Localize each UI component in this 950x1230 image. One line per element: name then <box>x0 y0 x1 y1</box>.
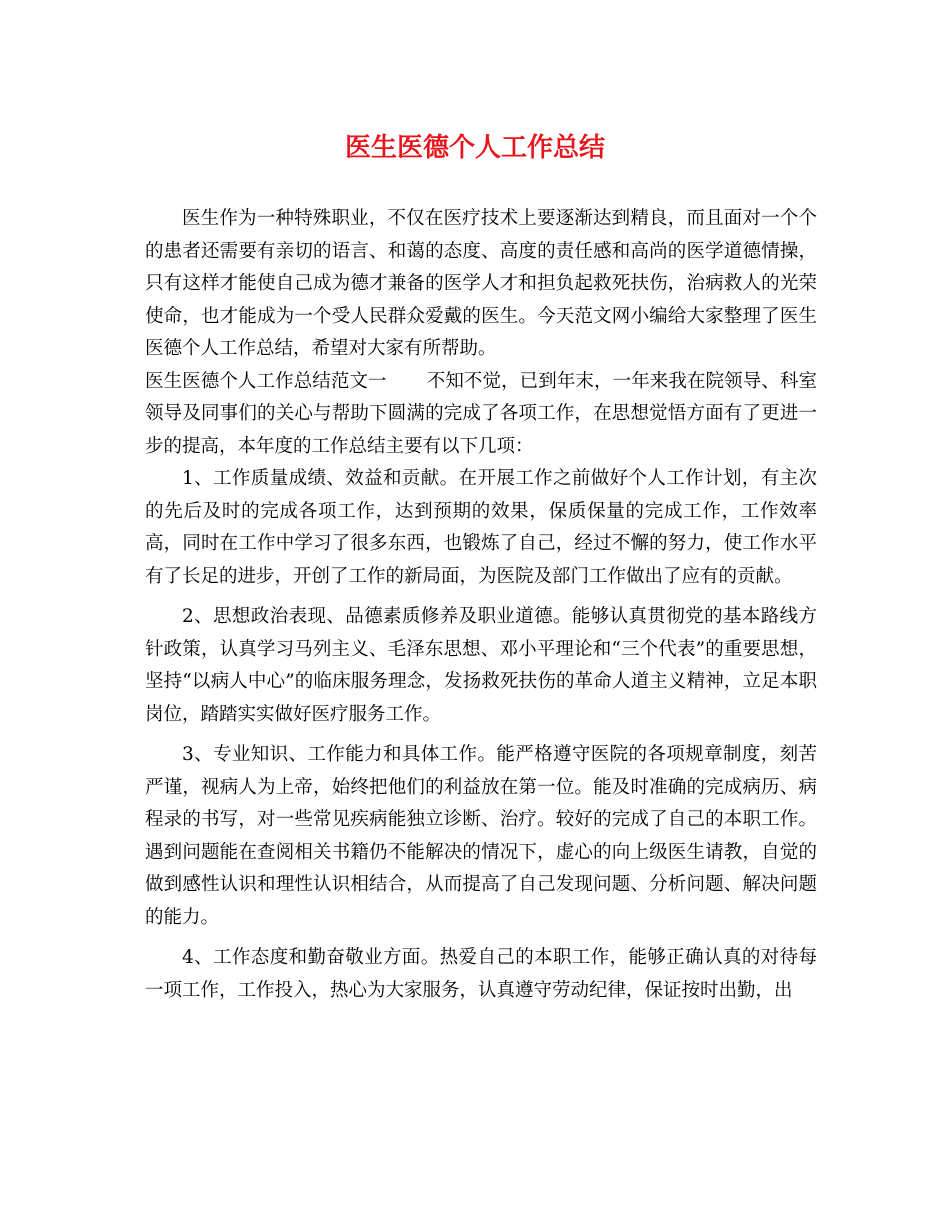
document-body <box>145 203 817 1007</box>
list-item: 2、思想政治表现、品德素质修养及职业道德。能够认真贯彻党的基本路线方针政策，认真学习马列主义、毛泽东思想、邓小平理论和“三个代表”的重要思想，坚持“以病人中心”的临床服务理念，发扬救死扶伤的革命人道主义精神，立足本职岗位，踏踏实实做好医疗服务工作。 <box>145 606 817 725</box>
intro-paragraph: 医生作为一种特殊职业，不仅在医疗技术上要逐渐达到精良，而且面对一个个的患者还需要有亲切的语言、和蔼的态度、高度的责任感和高尚的医学道德情操，只有这样才能使自己成为德才兼备的医学人才和担负起救死扶伤，治病救人的光荣使命，也才能成为一个受人民群众爱戴的医生。今天范文网小编给大家整理了医生医德个人工作总结，希望对大家有所帮助。 <box>145 208 817 359</box>
list-item: 3、专业知识、工作能力和具体工作。能严格遵守医院的各项规章制度，刻苦严谨，视病人为上帝，始终把他们的利益放在第一位。能及时准确的完成病历、病程录的书写，对一些常见疾病能独立诊断、治疗。较好的完成了自己的本职工作。遇到问题能在查阅相关书籍仍不能解决的情况下，虚心的向上级医生请教，自觉的做到感性认识和理性认识相结合，从而提高了自己发现问题、分析问题、解决问题的能力。 <box>145 744 817 928</box>
sample-heading: 医生医德个人工作总结范文一 <box>145 370 387 392</box>
list-item: 4、工作态度和勤奋敬业方面。热爱自己的本职工作，能够正确认真的对待每一项工作，工作投入，热心为大家服务，认真遵守劳动纪律，保证按时出勤，出 <box>145 947 817 1001</box>
list-item: 1、工作质量成绩、效益和贡献。在开展工作之前做好个人工作计划，有主次的先后及时的完成各项工作，达到预期的效果，保质保量的完成工作，工作效率高，同时在工作中学习了很多东西，也锻炼了自己，经过不懈的努力，使工作水平有了长足的进步，开创了工作的新局面，为医院及部门工作做出了应有的贡献。 <box>145 468 817 587</box>
sample-opening: 不知不觉，已到年末，一年来我在院领导、科室领导及同事们的关心与帮助下圆满的完成了各项工作，在思想觉悟方面有了更进一步的提高，本年度的工作总结主要有以下几项： <box>145 370 817 457</box>
sample-paragraph <box>145 366 817 464</box>
page-title: 医生医德个人工作总结 <box>344 133 605 163</box>
